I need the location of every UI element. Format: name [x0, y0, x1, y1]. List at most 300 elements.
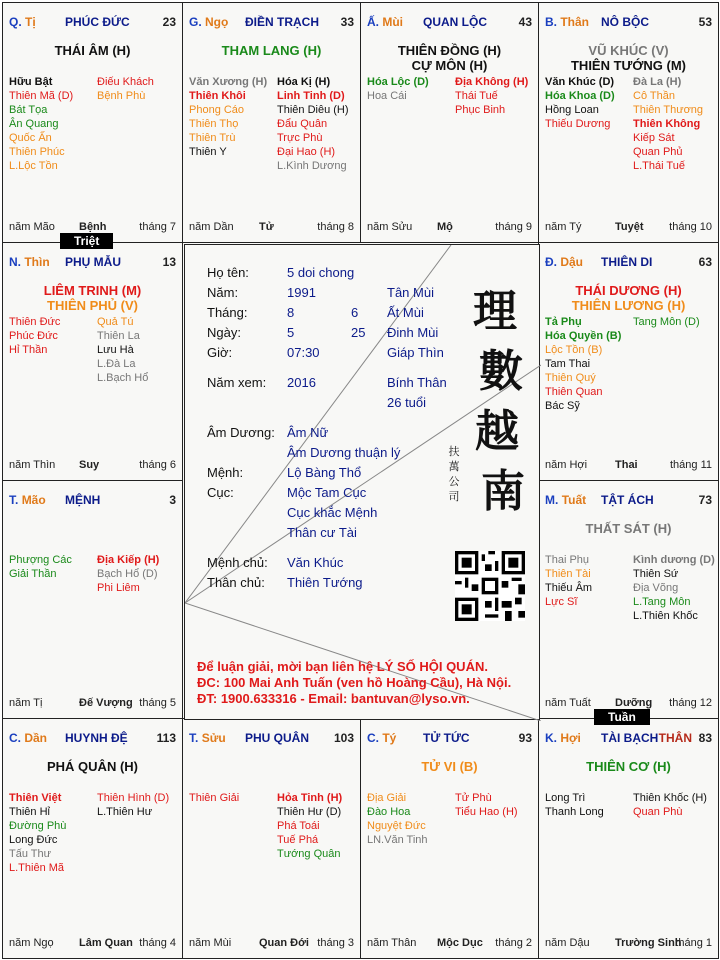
palace-number: 93: [518, 731, 532, 745]
star-item: Lộc Tồn (B): [545, 344, 603, 356]
palace-name: PHỤ MẪU: [65, 255, 121, 269]
main-stars: [3, 43, 182, 58]
stars-right: [633, 791, 707, 819]
stars-right: [277, 791, 342, 861]
footer-year: năm Dần: [189, 221, 234, 233]
star-item: Bát Tọa: [9, 104, 48, 116]
stars-right: [455, 791, 518, 819]
star-item: Long Đức: [9, 834, 58, 846]
value-month-lunar: 6: [351, 305, 359, 320]
footer-stage: Suy: [79, 459, 100, 471]
star-item: Đào Hoa: [367, 806, 411, 818]
footer-stage: Đế Vượng: [79, 697, 133, 709]
contact-line-2: ĐC: 100 Mai Anh Tuấn (ven hồ Hoàng Cầu), Hà Nội.: [197, 675, 512, 690]
palace-name: THIÊN DI: [601, 255, 653, 269]
star-item: Điếu Khách: [97, 76, 154, 88]
star-item: Bác Sỹ: [545, 400, 580, 412]
main-star: THIÊN CƠ (H): [586, 759, 671, 774]
star-item: Đà La (H): [633, 76, 682, 88]
palace-chi: Ngọ: [205, 15, 229, 29]
star-item: Tam Thai: [545, 358, 591, 370]
stars-left: [9, 791, 66, 875]
footer-month: tháng 6: [139, 459, 176, 471]
star-item: Thiên Phúc: [9, 146, 65, 158]
value-amduong: Âm Nữ: [287, 425, 329, 440]
value-cuc: Mộc Tam Cục: [287, 485, 367, 500]
star-item: Hoa Cái: [367, 90, 407, 102]
star-item: Tang Môn (D): [633, 316, 700, 328]
palace-can: G.: [189, 15, 202, 29]
footer-stage: Dưỡng: [615, 697, 653, 709]
stars-left: [545, 315, 621, 413]
footer-year: năm Sửu: [367, 221, 413, 233]
palace-footer: [545, 937, 712, 950]
footer-month: tháng 4: [139, 937, 176, 949]
main-star: THÁI ÂM (H): [54, 43, 131, 58]
palace-name: HUYNH ĐỆ: [65, 731, 128, 745]
star-item: Thiên Khôi: [189, 90, 246, 102]
star-item: Nguyệt Đức: [367, 820, 426, 832]
star-item: L.Bạch Hổ: [97, 372, 149, 384]
palace-k-hoi[interactable]: [538, 718, 719, 959]
star-item: Thiên Tài: [545, 568, 591, 580]
palace-chi: Tị: [25, 15, 36, 29]
star-item: Thiên Giải: [189, 792, 240, 804]
main-star: THIÊN ĐỒNG (H): [397, 43, 502, 58]
palace-chi: Thân: [560, 15, 590, 29]
calligraphy-char: 數: [479, 346, 523, 397]
palace-chi: Tý: [382, 731, 397, 745]
star-item: Quan Phủ: [633, 146, 683, 158]
palace-chi: Thìn: [24, 255, 50, 269]
star-item: Thiên Hư (D): [277, 806, 342, 818]
footer-year: năm Hợi: [545, 459, 588, 471]
star-item: Phá Toái: [277, 820, 320, 832]
star-item: Tuế Phá: [277, 834, 319, 846]
star-item: Thai Phụ: [545, 554, 590, 566]
star-item: Địa Giải: [367, 792, 407, 804]
label-menh-chu: Mệnh chủ:: [207, 555, 268, 570]
palace-chi: Dậu: [560, 255, 584, 269]
star-item: Kình dương (D): [633, 554, 715, 566]
main-star: LIÊM TRINH (M): [43, 283, 142, 298]
star-item: Long Trì: [545, 792, 586, 804]
main-star: PHÁ QUÂN (H): [47, 759, 138, 774]
main-star: THIÊN LƯƠNG (H): [571, 298, 686, 313]
footer-stage: Lâm Quan: [79, 937, 133, 949]
footer-month: tháng 5: [139, 697, 176, 709]
palace-header: [189, 731, 356, 745]
star-item: Trực Phù: [277, 132, 323, 144]
stars-right: [633, 315, 700, 329]
star-item: Văn Xương (H): [189, 76, 268, 88]
main-stars: [361, 43, 538, 73]
stars-left: [545, 75, 615, 131]
palace-header: [367, 731, 534, 745]
star-item: Phượng Các: [9, 554, 72, 566]
palace-name: ĐIỀN TRẠCH: [245, 15, 319, 29]
palace-name: PHÚC ĐỨC: [65, 15, 130, 29]
palace-number: 103: [333, 731, 354, 745]
stars-left: [9, 315, 60, 357]
palace-chi: Tuất: [561, 493, 587, 507]
palace-a-mui[interactable]: [360, 2, 539, 243]
palace-can: N.: [9, 255, 21, 269]
star-item: Tiểu Hao (H): [455, 806, 518, 818]
palace-number: 23: [162, 15, 176, 29]
stars-right: [633, 553, 715, 623]
seal-text: 扶萬公司: [448, 446, 460, 503]
palace-header: [9, 255, 178, 269]
palace-m-tuat[interactable]: [538, 480, 719, 719]
value-than-chu: Thiên Tướng: [287, 575, 363, 590]
main-star: THIÊN PHỦ (V): [47, 298, 138, 313]
palace-name: TẬT ÁCH: [601, 493, 654, 507]
value-menh: Lộ Bàng Thổ: [287, 465, 362, 480]
star-item: Tướng Quân: [277, 848, 341, 860]
footer-stage: Tử: [259, 221, 274, 233]
value-cuc-note: Cục khắc Mệnh: [287, 505, 378, 520]
palace-header: [545, 15, 714, 29]
star-item: L.Tang Môn: [633, 596, 691, 608]
star-item: Quốc Ấn: [9, 132, 52, 144]
value-amduong-note: Âm Dương thuận lý: [287, 445, 401, 460]
palace-footer: [545, 221, 712, 234]
stars-left: [545, 553, 592, 609]
star-item: Giải Thần: [9, 568, 57, 580]
palace-can: M.: [545, 493, 559, 507]
main-stars: [539, 43, 718, 73]
star-item: Kiếp Sát: [633, 132, 675, 144]
value-day: 5: [287, 325, 295, 340]
chart-board: [2, 2, 718, 958]
contact-line-3: ĐT: 1900.633316 - Email: bantuvan@lyso.vn.: [197, 691, 470, 706]
footer-month: tháng 8: [317, 221, 354, 233]
contact-info: [197, 659, 511, 707]
palace-b-than[interactable]: [538, 2, 719, 243]
stars-right: [455, 75, 528, 117]
stars-left: [189, 791, 239, 805]
main-star: THAM LANG (H): [221, 43, 322, 58]
star-item: Thiên Trù: [189, 132, 236, 144]
footer-year: năm Dậu: [545, 937, 590, 949]
palace-header: [9, 731, 178, 745]
palace-name: NÔ BỘC: [601, 15, 649, 29]
stars-right: [97, 75, 154, 103]
palace-number: 3: [169, 493, 176, 507]
palace-can: Đ.: [545, 255, 557, 269]
label-amduong: Âm Dương:: [207, 425, 275, 440]
than-marker: THÂN: [658, 731, 692, 745]
tuan-marker: Tuần: [594, 709, 650, 725]
palace-header: [367, 15, 534, 29]
palace-chi: Hợi: [560, 731, 581, 745]
star-item: Thiên Thọ: [189, 118, 239, 130]
star-item: Địa Kiếp (H): [97, 554, 160, 566]
star-item: Thiên Sứ: [633, 568, 679, 580]
star-item: Phúc Đức: [9, 330, 58, 342]
palace-number: 83: [698, 731, 712, 745]
footer-month: tháng 9: [495, 221, 532, 233]
star-item: Thiên Quan: [545, 386, 603, 398]
palace-name: QUAN LỘC: [423, 15, 487, 29]
value-month-canchi: Ất Mùi: [387, 305, 424, 320]
label-day: Ngày:: [207, 325, 241, 340]
star-item: L.Thiên Mã: [9, 862, 65, 874]
footer-stage: Mộc Dục: [437, 937, 483, 949]
star-item: Địa Võng: [633, 582, 679, 594]
value-year: 1991: [287, 285, 316, 300]
footer-stage: Trường Sinh: [615, 937, 682, 949]
palace-footer: [9, 937, 176, 950]
palace-footer: [189, 221, 354, 234]
footer-month: tháng 1: [675, 937, 712, 949]
calligraphy-char: 理: [473, 286, 517, 337]
label-hour: Giờ:: [207, 345, 233, 360]
star-item: Bạch Hổ (D): [97, 568, 158, 580]
star-item: Thiên Mã (D): [9, 90, 74, 102]
palace-name: PHU QUÂN: [245, 731, 310, 745]
palace-chi: Mùi: [382, 15, 404, 29]
star-item: Thiên Hỉ: [9, 806, 50, 818]
value-hour-canchi: Giáp Thìn: [387, 345, 444, 360]
value-age: 26 tuổi: [387, 395, 427, 410]
palace-can: Q.: [9, 15, 22, 29]
palace-number: 33: [340, 15, 354, 29]
footer-stage: Tuyệt: [615, 221, 644, 233]
footer-year: năm Mão: [9, 221, 55, 233]
footer-stage: Mộ: [437, 221, 453, 233]
star-item: Thiên Thương: [633, 104, 704, 116]
palace-number: 63: [698, 255, 712, 269]
main-star: VŨ KHÚC (V): [588, 43, 669, 58]
footer-year: năm Thân: [367, 937, 417, 949]
star-item: L.Lộc Tồn: [9, 160, 58, 172]
star-item: Linh Tinh (D): [277, 90, 345, 102]
footer-stage: Quan Đới: [259, 937, 309, 949]
calligraphy-char: 南: [481, 466, 525, 517]
main-stars: [183, 43, 360, 58]
star-item: Quan Phù: [633, 806, 683, 818]
star-item: L.Thiên Khốc: [633, 610, 698, 622]
main-star: THÁI DƯƠNG (H): [575, 283, 682, 298]
star-item: Địa Không (H): [455, 76, 529, 88]
star-item: Hóa Quyền (B): [545, 330, 622, 342]
star-item: L.Kình Dương: [277, 160, 347, 172]
star-item: Cô Thần: [633, 90, 675, 102]
star-item: Lực Sĩ: [545, 596, 578, 608]
label-view-year: Năm xem:: [207, 375, 267, 390]
palace-chi: Sửu: [201, 731, 226, 745]
palace-can: Ấ.: [367, 15, 379, 29]
footer-month: tháng 11: [669, 459, 712, 471]
footer-month: tháng 10: [669, 221, 712, 233]
footer-year: năm Thìn: [9, 459, 56, 471]
value-month: 8: [287, 305, 295, 320]
palace-can: T.: [9, 493, 19, 507]
star-item: Thiên Không: [633, 118, 701, 130]
star-item: Lưu Hà: [97, 344, 134, 356]
star-item: Tấu Thư: [9, 848, 52, 860]
footer-year: năm Tuất: [545, 697, 591, 709]
palace-n-thin[interactable]: [2, 242, 183, 481]
value-name: 5 doi chong: [287, 265, 355, 280]
star-item: Thiên Việt: [9, 792, 62, 804]
star-item: Hồng Loan: [545, 104, 599, 116]
label-year: Năm:: [207, 285, 239, 300]
palace-d-dau[interactable]: [538, 242, 719, 481]
star-item: L.Thiên Hư: [97, 806, 153, 818]
star-item: Hóa Lộc (D): [367, 76, 429, 88]
footer-month: tháng 2: [495, 937, 532, 949]
palace-footer: [367, 937, 532, 950]
star-item: Thiên La: [97, 330, 140, 342]
star-item: Tử Phù: [455, 792, 492, 804]
star-item: Thiếu Dương: [545, 118, 611, 130]
stars-left: [9, 75, 73, 173]
palace-chi: Mão: [21, 493, 46, 507]
stars-right: [97, 791, 169, 819]
palace-name: TỬ TỨC: [423, 731, 470, 745]
star-item: LN.Văn Tinh: [367, 834, 428, 846]
star-item: Thiếu Âm: [545, 582, 593, 594]
palace-t-mao[interactable]: [2, 480, 183, 719]
qr-code-icon: [455, 551, 525, 621]
palace-number: 53: [698, 15, 712, 29]
label-cuc: Cục:: [207, 485, 234, 500]
star-item: Đại Hao (H): [277, 146, 336, 158]
value-view-year: 2016: [287, 375, 316, 390]
stars-right: [277, 75, 349, 173]
palace-number: 43: [518, 15, 532, 29]
triet-marker: Triệt: [60, 233, 113, 249]
palace-header: [545, 493, 714, 507]
stars-right: [97, 553, 159, 595]
palace-footer: [189, 937, 354, 950]
star-item: Hóa Kị (H): [277, 76, 331, 88]
footer-year: năm Tý: [545, 221, 582, 233]
main-stars: [3, 759, 182, 774]
footer-month: tháng 3: [317, 937, 354, 949]
star-item: Bệnh Phù: [97, 90, 146, 102]
footer-year: năm Ngọ: [9, 937, 54, 949]
star-item: Quả Tú: [97, 316, 134, 328]
star-item: Hỉ Thần: [9, 344, 48, 356]
label-month: Tháng:: [207, 305, 248, 320]
main-star: TỬ VI (B): [421, 759, 478, 774]
star-item: Phục Binh: [455, 104, 506, 116]
palace-chi: Dần: [24, 731, 48, 745]
value-menh-chu: Văn Khúc: [287, 555, 344, 570]
star-item: Phong Cáo: [189, 104, 245, 116]
star-item: Đường Phù: [9, 820, 67, 832]
star-item: Văn Khúc (D): [545, 76, 615, 88]
palace-can: C.: [367, 731, 379, 745]
palace-can: K.: [545, 731, 557, 745]
palace-can: T.: [189, 731, 199, 745]
palace-can: C.: [9, 731, 21, 745]
palace-footer: [545, 459, 712, 472]
star-item: Thanh Long: [545, 806, 604, 818]
value-day-canchi: Đinh Mùi: [387, 325, 439, 340]
stars-right: [97, 315, 148, 385]
palace-t-suu[interactable]: [182, 718, 361, 959]
footer-year: năm Mùi: [189, 937, 232, 949]
footer-month: tháng 12: [669, 697, 712, 709]
star-item: Ân Quang: [9, 118, 59, 130]
star-item: Thiên Hình (D): [97, 792, 170, 804]
main-stars: [539, 521, 718, 536]
main-stars: [361, 759, 538, 774]
palace-footer: [9, 697, 176, 710]
star-item: L.Đà La: [97, 358, 136, 370]
label-than-chu: Thân chủ:: [207, 575, 265, 590]
value-than-cu: Thân cư Tài: [287, 525, 357, 540]
label-menh: Mệnh:: [207, 465, 244, 480]
value-view-year-canchi: Bính Thân: [387, 375, 447, 390]
palace-footer: [9, 459, 176, 472]
star-item: Hóa Khoa (D): [545, 90, 615, 102]
footer-stage: Thai: [615, 459, 638, 471]
footer-stage: Bệnh: [79, 221, 107, 233]
star-item: Hữu Bật: [9, 76, 53, 88]
palace-number: 13: [162, 255, 176, 269]
palace-c-ty[interactable]: [360, 718, 539, 959]
stars-left: [367, 791, 428, 847]
star-item: Thiên Y: [189, 146, 227, 158]
palace-header: [545, 255, 714, 269]
value-hour: 07:30: [287, 345, 320, 360]
star-item: Thái Tuế: [455, 90, 498, 102]
palace-can: B.: [545, 15, 557, 29]
main-stars: [539, 283, 718, 313]
star-item: Thiên Khốc (H): [633, 792, 707, 804]
main-star: THẤT SÁT (H): [585, 521, 672, 536]
contact-line-1: Để luận giải, mời bạn liên hệ LÝ SỐ HỘI QUÁN.: [197, 659, 488, 674]
center-panel: [184, 244, 540, 720]
main-star: THIÊN TƯỚNG (M): [570, 58, 687, 73]
label-name: Họ tên:: [207, 265, 249, 280]
calligraphy-char: 越: [475, 406, 519, 457]
palace-name: MỆNH: [65, 493, 101, 507]
palace-q-ti[interactable]: [2, 2, 183, 243]
palace-number: 73: [698, 493, 712, 507]
star-item: Phi Liêm: [97, 582, 140, 594]
value-day-lunar: 25: [351, 325, 366, 340]
palace-footer: [367, 221, 532, 234]
palace-header: [189, 15, 356, 29]
star-item: Hỏa Tinh (H): [277, 792, 343, 804]
palace-name: TÀI BẠCH: [601, 731, 659, 745]
star-item: Đẩu Quân: [277, 118, 328, 130]
stars-left: [9, 553, 72, 581]
palace-header: [545, 731, 714, 745]
palace-c-dan[interactable]: [2, 718, 183, 959]
value-year-canchi: Tân Mùi: [387, 285, 434, 300]
star-item: L.Thái Tuế: [633, 160, 685, 172]
main-stars: [3, 283, 182, 313]
palace-number: 113: [156, 731, 176, 745]
stars-left: [367, 75, 429, 103]
stars-left: [189, 75, 267, 159]
palace-header: [9, 493, 178, 507]
star-item: Thiên Diêu (H): [277, 104, 349, 116]
footer-year: năm Tị: [9, 697, 43, 709]
stars-right: [633, 75, 703, 173]
palace-g-ngo[interactable]: [182, 2, 361, 243]
footer-month: tháng 7: [139, 221, 176, 233]
main-star: CỰ MÔN (H): [411, 58, 488, 73]
